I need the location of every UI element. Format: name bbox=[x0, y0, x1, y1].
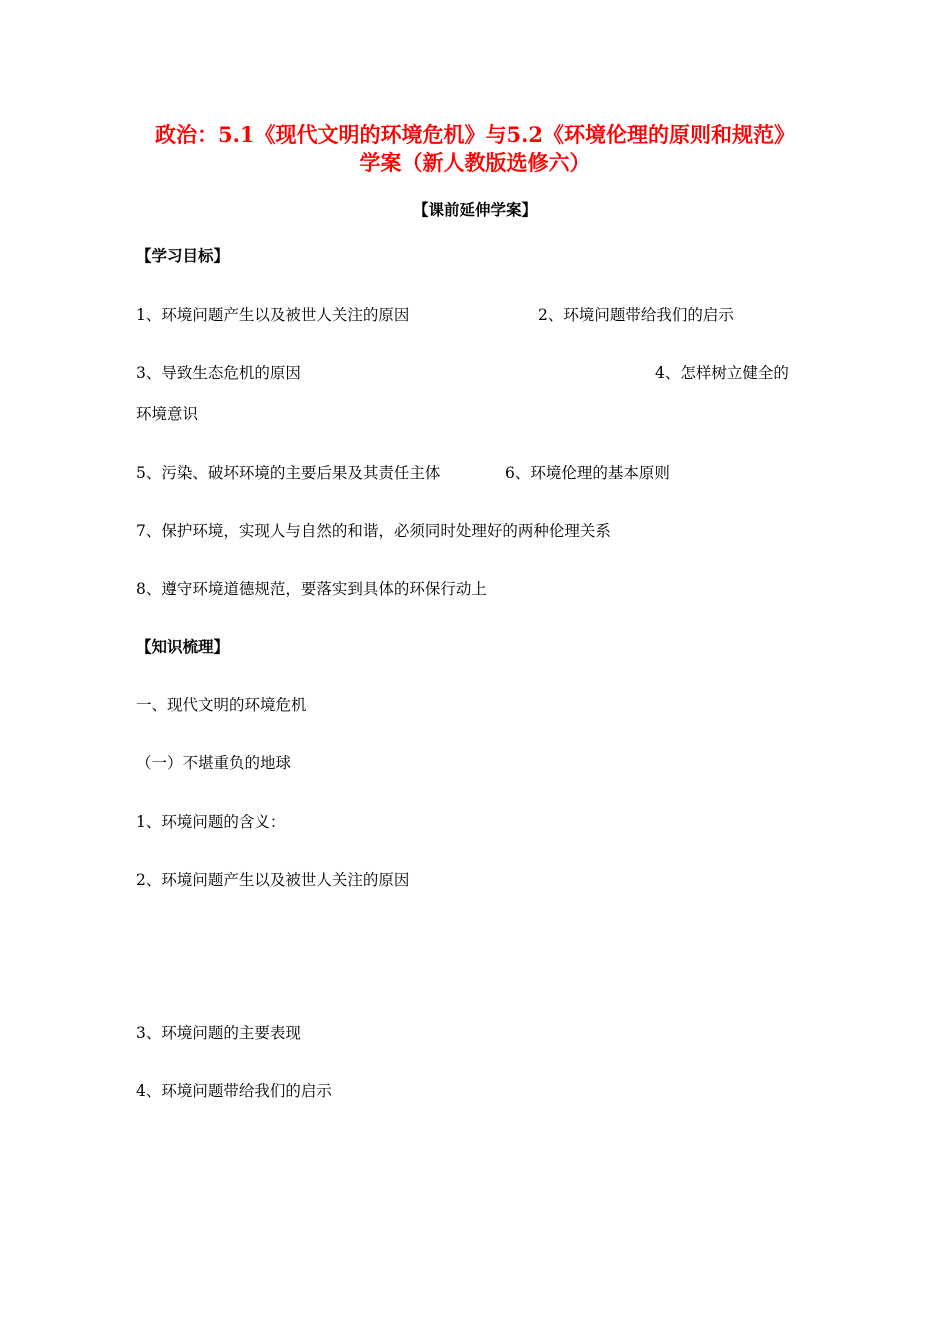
knowledge-part-1: 一、现代文明的环境危机 bbox=[136, 696, 307, 714]
knowledge-item-4: 4、环境问题带给我们的启示 bbox=[136, 1082, 332, 1100]
goal-item-6: 6、环境伦理的基本原则 bbox=[505, 464, 670, 482]
knowledge-item-1: 1、环境问题的含义： bbox=[136, 813, 286, 831]
goal-item-8: 8、遵守环境道德规范，要落实到具体的环保行动上 bbox=[136, 580, 487, 598]
section-knowledge-heading: 【知识梳理】 bbox=[136, 637, 230, 656]
knowledge-item-2: 2、环境问题产生以及被世人关注的原因 bbox=[136, 871, 410, 889]
section-goals-heading: 【学习目标】 bbox=[136, 246, 230, 265]
document-title-line-2: 学案（新人教版选修六） bbox=[359, 150, 591, 175]
goal-item-4-start: 4、怎样树立健全的 bbox=[655, 364, 789, 382]
goal-item-1: 1、环境问题产生以及被世人关注的原因 bbox=[136, 306, 410, 324]
goal-item-5: 5、污染、破坏环境的主要后果及其责任主体 bbox=[136, 464, 441, 482]
goal-item-4-end: 环境意识 bbox=[136, 405, 199, 423]
goal-item-3: 3、导致生态危机的原因 bbox=[136, 364, 301, 382]
knowledge-item-3: 3、环境问题的主要表现 bbox=[136, 1024, 301, 1042]
knowledge-subsection-1: （一）不堪重负的地球 bbox=[136, 754, 292, 772]
section-extension-heading: 【课前延伸学案】 bbox=[412, 200, 537, 219]
goal-item-2: 2、环境问题带给我们的启示 bbox=[538, 306, 734, 324]
document-title-line-1: 政治：5.1《现代文明的环境危机》与5.2《环境伦理的原则和规范》 bbox=[154, 122, 796, 147]
goal-item-7: 7、保护环境，实现人与自然的和谐，必须同时处理好的两种伦理关系 bbox=[136, 522, 611, 540]
